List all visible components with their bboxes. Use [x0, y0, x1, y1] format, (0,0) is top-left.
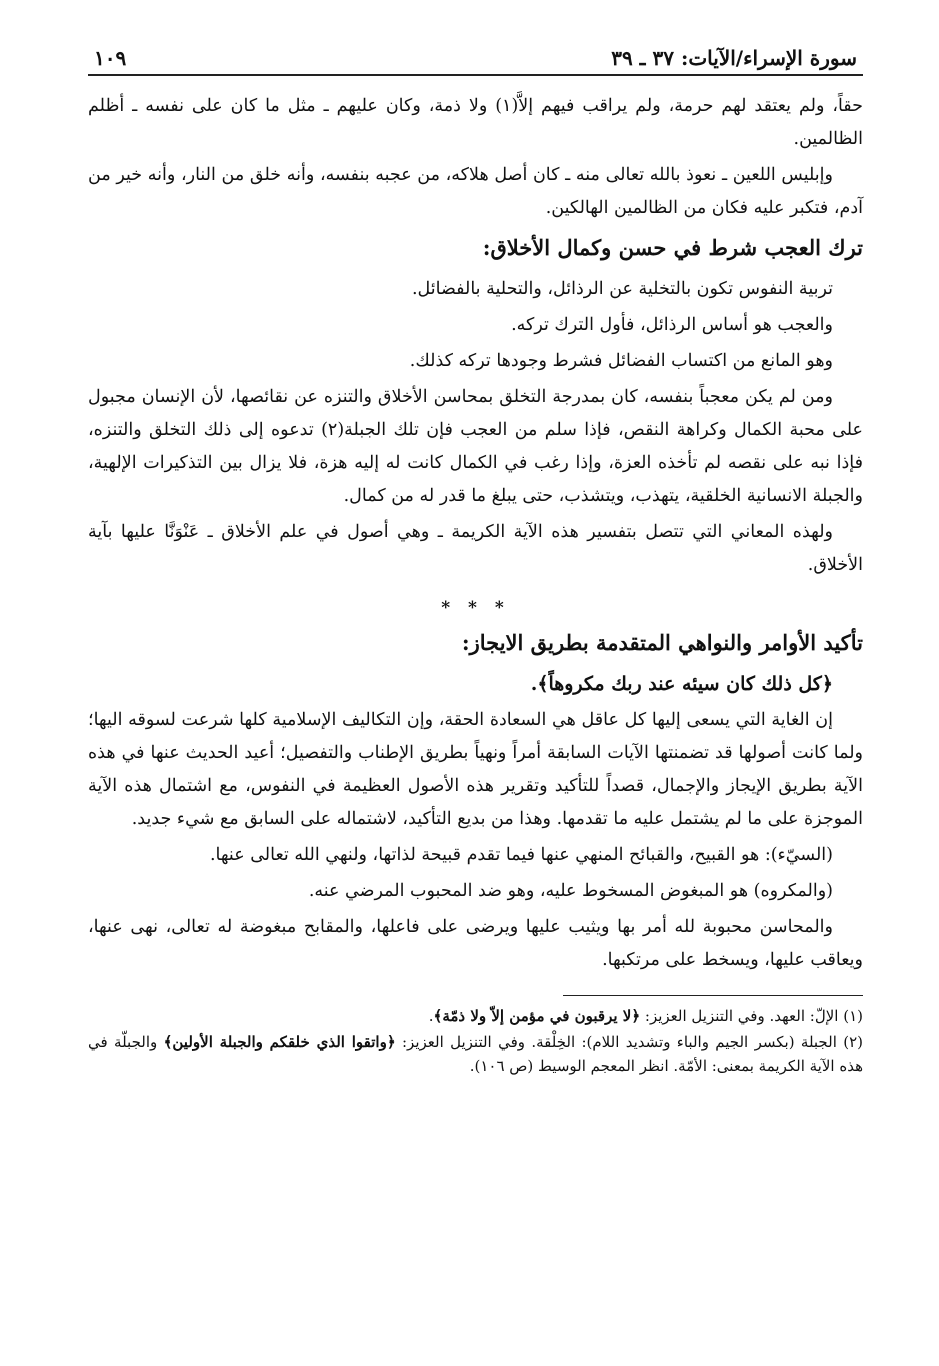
- page-header: [88, 30, 863, 76]
- paragraph: تربية النفوس تكون بالتخلية عن الرذائل، والتحلية بالفضائل.: [411, 279, 833, 299]
- paragraph: (السيّء): هو القبيح، والقبائح المنهي عنها فيما تقدم قبيحة لذاتها، ولنهي الله تعالى عنها.: [209, 845, 833, 865]
- paragraph: (والمكروه) هو المبغوض المسخوط عليه، وهو ضد المحبوب المرضي عنه.: [308, 881, 833, 901]
- book-page: [88, 30, 863, 1330]
- paragraph: وإبليس اللعين ـ نعوذ بالله تعالى منه ـ كان أصل هلاكه، من عجبه بنفسه، وأنه خلق من النار، وأنه خير من آدم، فتكبر عليه فكان من الظالمين الهالكين.: [88, 165, 863, 218]
- page-number: ١٠٩: [94, 46, 127, 70]
- footnote-text: (٢) الجبلة (بكسر الجيم والباء وتشديد اللام): الخِلْقة. وفي التنزيل العزيز:: [395, 1033, 863, 1051]
- footnote: [88, 1004, 863, 1028]
- paragraph: والعجب هو أساس الرذائل، فأول الترك تركه.: [511, 315, 833, 335]
- footnote: [88, 1030, 863, 1078]
- paragraph: إن الغاية التي يسعى إليها كل عاقل هي السعادة الحقة، وإن التكاليف الإسلامية كلها شرعت لسوقه اليها؛ ولما كانت أصولها قد تضمنتها الآيات السابقة أمراً ونهياً بطريق الإطناب والتفصيل؛ أعيد الحديث عنها في هذه الآية بطريق الإيجاز والإجمال، قصداً للتأكيد وتقرير هذه الأصول العظيمة في النفوس، مع اشتمال هذه الآية الموجزة على ما لم يشتمل عليه ما تقدمها. وهذا من بديع التأكيد، لاشتماله على السابق مع شيء جديد.: [88, 710, 863, 829]
- section-divider: * * *: [441, 598, 510, 618]
- running-title: سورة الإسراء/الآيات: ٣٧ ـ ٣٩: [611, 46, 857, 70]
- paragraph: ولهذه المعاني التي تتصل بتفسير هذه الآية الكريمة ـ وهي أصول في علم الأخلاق ـ عَنْوَنَّا عليها بآية الأخلاق.: [88, 522, 863, 575]
- footnote-text: (١) الإلّ: العهد. وفي التنزيل العزيز:: [640, 1007, 863, 1025]
- paragraph: ومن لم يكن معجباً بنفسه، كان بمدرجة التخلق بمحاسن الأخلاق والتنزه عن نقائصها، لأن الإنسان مجبول على محبة الكمال وكراهة النقص، فإذا سلم من العجب فإن تلك الجبلة(٢) تدعوه إلى ذلك التخلق والتنزه، فإذا نبه على نقصه لم تأخذه العزة، وإذا رغب في الكمال كانت له إليه هزة، فلا يزال بين التذكيرات الإلهية، والجبلة الانسانية الخلقية، يتهذب، ويتشذب، حتى يبلغ ما قدر له من كمال.: [88, 387, 863, 506]
- footnote-verse: ﴿لا يرقبون في مؤمن إلاّ ولا ذمّة﴾: [433, 1007, 641, 1025]
- section-heading: ترك العجب شرط في حسن وكمال الأخلاق:: [482, 235, 863, 260]
- footnote-verse: ﴿واتقوا الذي خلقكم والجبلة الأولين﴾: [163, 1033, 396, 1051]
- section-heading: تأكيد الأوامر والنواهي المتقدمة بطريق الايجاز:: [461, 630, 863, 655]
- footnote-separator: [563, 995, 863, 996]
- footnote-text: والجبلّة في هذه الآية الكريمة بمعنى: الأمّة. انظر المعجم الوسيط (ص ١٠٦).: [88, 1033, 863, 1075]
- paragraph: وهو المانع من اكتساب الفضائل فشرط وجودها تركه كذلك.: [409, 351, 833, 371]
- quran-verse: ﴿كل ذلك كان سيئه عند ربك مكروهاً﴾.: [530, 673, 833, 695]
- footnotes: [88, 1004, 863, 1078]
- main-text: [88, 76, 863, 1078]
- paragraph: حقاً، ولم يعتقد لهم حرمة، ولم يراقب فيهم إلاَّ(١) ولا ذمة، وكان عليهم ـ مثل ما كان على نفسه ـ أظلم الظالمين.: [88, 96, 863, 149]
- paragraph: والمحاسن محبوبة لله أمر بها ويثيب عليها ويرضى على فاعلها، والمقابح مبغوضة له تعالى، نهى عنها، ويعاقب عليها، ويسخط على مرتكبها.: [88, 917, 863, 970]
- footnote-text: .: [428, 1007, 434, 1025]
